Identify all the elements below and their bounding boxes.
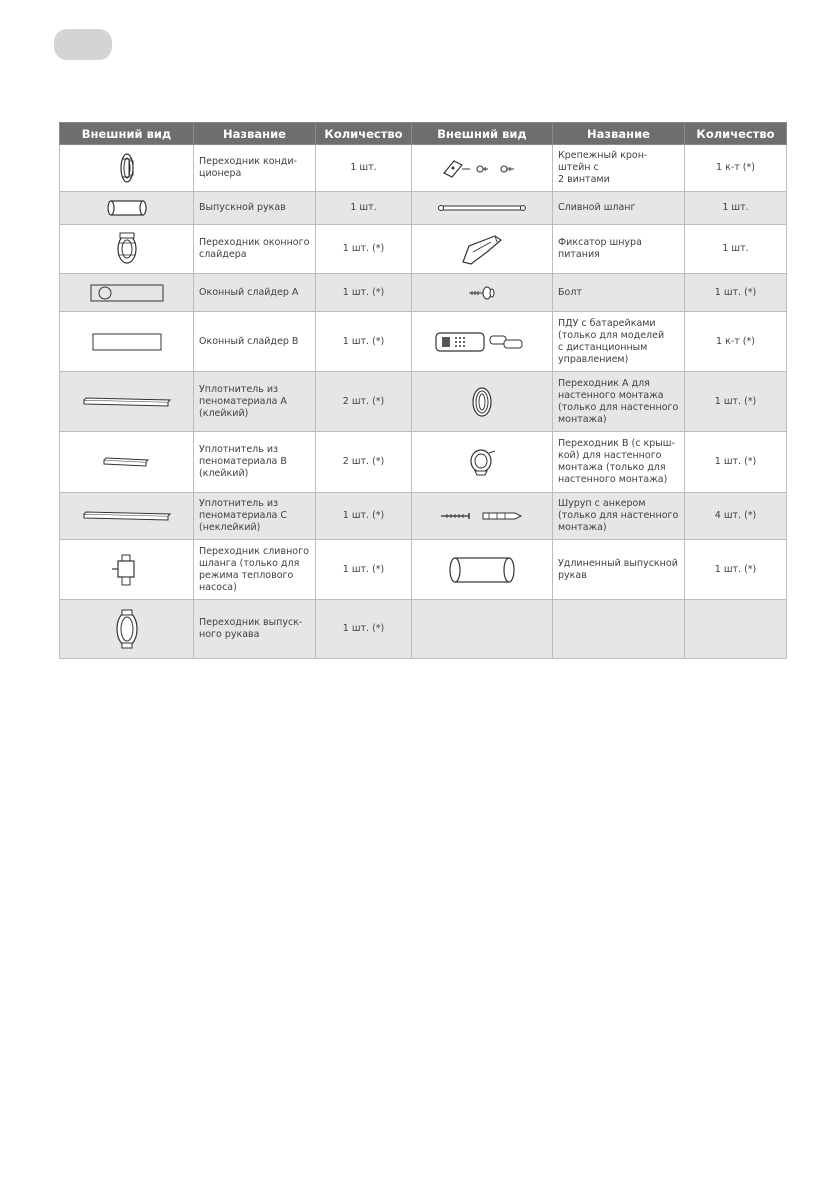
appearance-cell: [60, 274, 194, 312]
item-name-line: Крепежный крон-: [558, 150, 648, 161]
wall-adapter-a-icon: [467, 384, 497, 420]
item-name-line: монтажа (только для: [558, 462, 666, 473]
appearance-cell: [60, 540, 194, 600]
appearance-cell: [412, 225, 553, 274]
header-name-left: Название: [194, 123, 316, 145]
table-row: [60, 312, 787, 372]
item-quantity: 1 шт. (*): [316, 493, 412, 540]
header-name-right: Название: [553, 123, 685, 145]
item-name-line: питания: [558, 249, 600, 260]
item-name-line: Переходник B (с крыш-: [558, 438, 675, 449]
drain-hose-adapter-icon: [110, 553, 144, 587]
table-row: [60, 145, 787, 192]
quantity-cell-empty: [685, 600, 787, 659]
item-quantity: 1 шт. (*): [316, 274, 412, 312]
appearance-cell: [60, 372, 194, 432]
foam-seal-b-icon: [102, 455, 152, 469]
exhaust-hose-icon: [105, 198, 149, 218]
item-name-line: (только для моделей: [558, 329, 665, 341]
table-row: [60, 372, 787, 432]
item-name-line: шланга (только для: [199, 557, 300, 569]
item-name-line: монтажа): [558, 522, 607, 533]
item-name-line: Переходник сливного: [199, 545, 309, 557]
drain-hose-icon: [437, 203, 527, 213]
appearance-cell: [412, 540, 553, 600]
item-quantity: 2 шт. (*): [316, 432, 412, 493]
appearance-cell: [412, 432, 553, 493]
item-name-line: (неклейкий): [199, 522, 261, 533]
item-quantity: 1 шт.: [316, 192, 412, 225]
item-quantity: 1 шт.: [685, 225, 787, 274]
item-name-line: управлением): [558, 353, 629, 365]
item-name-line: (клейкий): [199, 407, 249, 419]
exhaust-hose-adapter-icon: [107, 607, 147, 651]
item-quantity: 1 шт. (*): [316, 600, 412, 659]
item-name-line: Болт: [558, 286, 582, 298]
header-quantity-left: Количество: [316, 123, 412, 145]
item-quantity: 1 шт.: [685, 192, 787, 225]
item-name-line: настенного монтажа: [558, 389, 664, 401]
table-row: [60, 432, 787, 493]
item-name-line: насоса): [199, 581, 237, 593]
item-name-line: Фиксатор шнура: [558, 237, 642, 248]
table-row: [60, 600, 787, 659]
item-name-line: штейн с: [558, 162, 599, 173]
item-name-line: кой) для настенного: [558, 450, 662, 461]
appearance-cell: [412, 312, 553, 372]
table-row: [60, 225, 787, 274]
appearance-cell: [412, 192, 553, 225]
item-name-line: ного рукава: [199, 629, 260, 640]
item-name-line: пеноматериала C: [199, 510, 288, 521]
item-name-line: Удлиненный выпускной: [558, 557, 678, 569]
bolt-icon: [467, 285, 497, 301]
item-name-line: Переходник оконного: [199, 237, 310, 248]
appearance-cell: [60, 225, 194, 274]
remote-control-batteries-icon: [432, 330, 532, 354]
screw-anchor-icon: [437, 509, 527, 523]
item-name-line: Уплотнитель из: [199, 444, 279, 455]
appearance-cell: [60, 493, 194, 540]
item-quantity: 1 шт. (*): [685, 372, 787, 432]
item-quantity: 1 шт. (*): [685, 274, 787, 312]
item-quantity: 1 к-т (*): [685, 145, 787, 192]
item-name-line: (клейкий): [199, 468, 249, 479]
ac-adapter-icon: [107, 151, 147, 185]
appearance-cell: [412, 145, 553, 192]
appearance-cell: [412, 372, 553, 432]
item-name-line: пеноматериала A: [199, 395, 287, 407]
item-name-line: Шуруп с анкером: [558, 498, 646, 509]
item-name-line: Оконный слайдер A: [199, 286, 299, 298]
item-name-line: Переходник выпуск-: [199, 617, 303, 628]
item-quantity: 1 шт. (*): [685, 540, 787, 600]
foam-seal-a-icon: [82, 395, 172, 409]
item-name-line: Переходник A для: [558, 377, 650, 389]
table-header-row: [60, 123, 787, 145]
accessories-table: [59, 122, 787, 659]
appearance-cell-empty: [412, 600, 553, 659]
appearance-cell: [60, 145, 194, 192]
header-appearance-right: Внешний вид: [412, 123, 553, 145]
item-name-line: (только для настенного: [558, 510, 679, 521]
header-quantity-right: Количество: [685, 123, 787, 145]
item-name-line: с дистанционным: [558, 341, 648, 353]
mounting-bracket-screws-icon: [440, 157, 524, 179]
item-name-line: Выпускной рукав: [199, 202, 286, 213]
name-cell-empty: [553, 600, 685, 659]
window-slider-b-icon: [91, 332, 163, 352]
item-quantity: 1 шт. (*): [316, 540, 412, 600]
item-name-line: настенного монтажа): [558, 474, 668, 485]
item-name-line: Оконный слайдер B: [199, 335, 299, 347]
item-name-line: рукав: [558, 569, 587, 581]
table-row: [60, 274, 787, 312]
table-row: [60, 493, 787, 540]
window-slider-a-icon: [89, 283, 165, 303]
header-appearance-left: Внешний вид: [60, 123, 194, 145]
item-name-line: ционера: [199, 168, 242, 179]
item-name-line: 2 винтами: [558, 174, 610, 185]
item-quantity: 1 к-т (*): [685, 312, 787, 372]
item-quantity: 1 шт. (*): [316, 312, 412, 372]
item-quantity: 1 шт.: [316, 145, 412, 192]
appearance-cell: [412, 274, 553, 312]
appearance-cell: [60, 432, 194, 493]
item-name-line: ПДУ с батарейками: [558, 317, 656, 329]
appearance-cell: [412, 493, 553, 540]
foam-seal-c-icon: [82, 509, 172, 523]
power-cord-clamp-icon: [457, 232, 507, 266]
item-name-line: слайдера: [199, 249, 247, 260]
item-quantity: 1 шт. (*): [685, 432, 787, 493]
appearance-cell: [60, 312, 194, 372]
item-name-line: Переходник конди-: [199, 156, 297, 167]
page-number-badge: [54, 29, 112, 60]
item-quantity: 2 шт. (*): [316, 372, 412, 432]
appearance-cell: [60, 192, 194, 225]
wall-adapter-b-icon: [465, 447, 499, 477]
item-name-line: Сливной шланг: [558, 202, 636, 213]
item-name-line: пеноматериала B: [199, 456, 287, 467]
item-name-line: режима теплового: [199, 569, 294, 581]
item-name-line: монтажа): [558, 413, 607, 425]
window-slider-adapter-icon: [107, 231, 147, 267]
item-name-line: (только для настенного: [558, 401, 679, 413]
extended-exhaust-hose-icon: [447, 553, 517, 587]
appearance-cell: [60, 600, 194, 659]
table-row: [60, 192, 787, 225]
item-quantity: 1 шт. (*): [316, 225, 412, 274]
item-quantity: 4 шт. (*): [685, 493, 787, 540]
item-name-line: Уплотнитель из: [199, 383, 279, 395]
item-name-line: Уплотнитель из: [199, 498, 279, 509]
table-row: [60, 540, 787, 600]
